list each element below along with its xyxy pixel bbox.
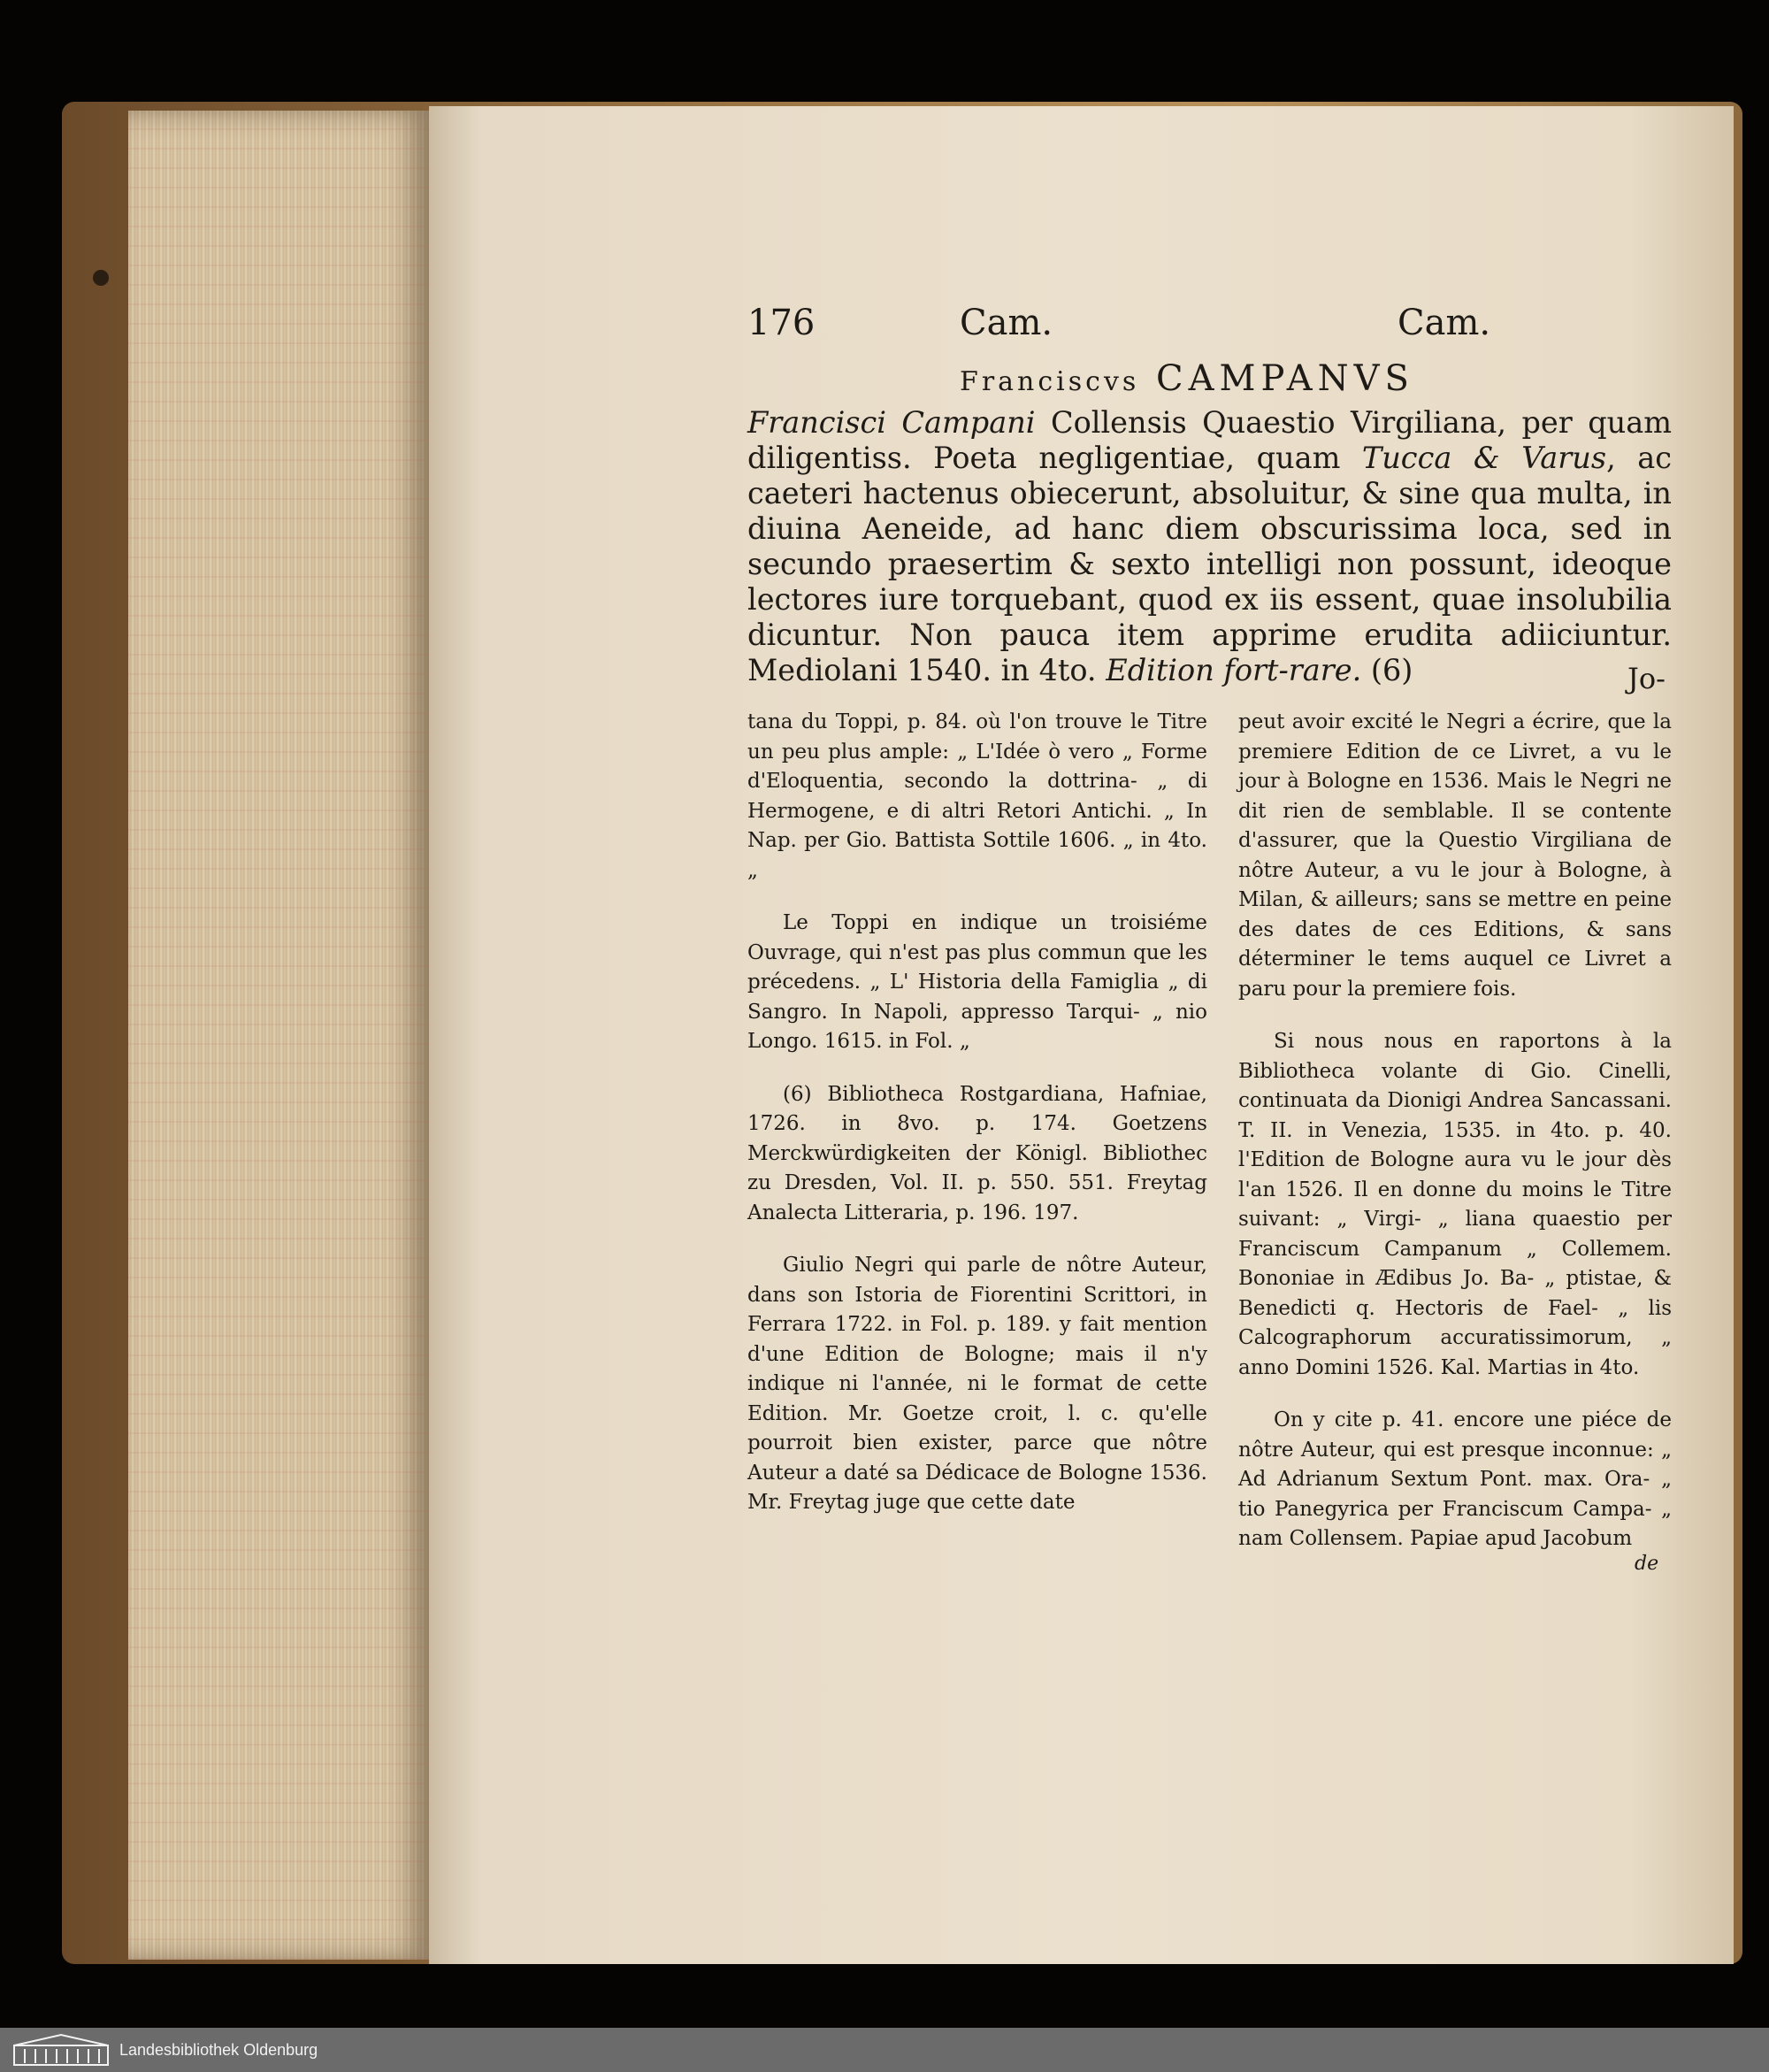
main-entry (747, 405, 1672, 688)
right-paragraph-2: Si nous nous en raportons à la Bibliotheca volante di Gio. Cinelli, continuata da Dionigi Andrea Sancassani. T. II. in Venezia, 1535. in 4to. p. 40. l'Edition de Bologne aura vu le jour dès l'an 1526. Il en donne du moins le Titre suivant: „ Virgi- „ liana quaestio per Franciscum Campanum „ Collemem. Bononiae in Ædibus Jo. Ba- „ ptistae, & Benedicti q. Hectoris de Fael- „ lis Calcographorum accuratissimorum, „ anno Domini 1526. Kal. Martias in 4to. (1238, 1030, 1672, 1379)
book-fore-edge (128, 111, 429, 1960)
entry-note-ref: (6) (1361, 653, 1413, 687)
entry-author-name: Francisci Campani (747, 405, 1036, 440)
left-paragraph-4: Giulio Negri qui parle de nôtre Auteur, dans son Istoria de Fiorentini Scrittori, in Ferrara 1722. in Fol. p. 189. y fait mention d'une Edition de Bologne; mais il n'y indique ni l'année, ni le format de cette Edition. Mr. Goetze croit, l. c. qu'elle pourroit bien exister, parce que nôtre Auteur a daté sa Dédicace de Bologne 1536. Mr. Freytag juge que cette date (747, 1254, 1207, 1514)
entry-rarity: Edition fort-rare. (1106, 653, 1362, 687)
author-last-name: CAMPANVS (1156, 358, 1414, 399)
right-paragraph-1: peut avoir excité le Negri a écrire, que la premiere Edition de ce Livret, a vu le jour à Bologne en 1536. Mais le Negri ne dit rien de semblable. Il se contente d'assurer, que la Questio Virgiliana de nôtre Auteur, a vu le jour à Bologne, à Milan, & ailleurs; sans se mettre en peine des dates de ces Editions, & sans déterminer le tems auquel ce Livret a paru pour la premiere fois. (1238, 710, 1672, 1001)
library-building-icon (12, 2033, 110, 2067)
left-column (747, 708, 1207, 1541)
left-paragraph-1: tana du Toppi, p. 84. où l'on trouve le Titre un peu plus ample: „ L'Idée ò vero „ Forme d'Eloquentia, secondo la dottrina- „ di Hermogene, e di altri Retori Antichi. „ In Nap. per Gio. Battista Sottile 1606. „ in 4to. „ (747, 710, 1207, 882)
binding-nail (93, 270, 109, 286)
entry-text-2: , ac caeteri hactenus obiecerunt, absoluitur, & sine qua multa, in diuina Aeneide, ad hanc diem obscurissima loca, sed in secundo praesertim & sexto intelligi non possunt, ideoque lectores iure torquebant, quod ex iis essent, quae insolubilia dicuntur. Non pauca item apprime erudita adiiciuntur. Mediolani 1540. in 4to. (747, 441, 1672, 687)
author-first-name: Franciscvs (960, 366, 1140, 397)
footer-bar (0, 2028, 1769, 2072)
right-paragraph-3: On y cite p. 41. encore une piéce de nôtre Auteur, qui est presque inconnue: „ Ad Adrianum Sextum Pont. max. Ora- „ tio Panegyrica per Franciscum Campa- „ nam Collensem. Papiae apud Jacobum (1238, 1408, 1672, 1550)
library-name: Landesbibliothek Oldenburg (119, 2041, 318, 2059)
running-head-right: Cam. (1398, 303, 1491, 343)
page-number: 176 (747, 303, 816, 343)
entry-names: Tucca & Varus (1361, 441, 1607, 475)
footnote-6: (6) Bibliotheca Rostgardiana, Hafniae, 1726. in 8vo. p. 174. Goetzens Merckwürdigkeiten der Königl. Bibliothec zu Dresden, Vol. II. p. 550. 551. Freytag Analecta Litteraria, p. 196. 197. (747, 1082, 1207, 1224)
entry-text-1: Collensis Quaestio Virgiliana, per quam diligentiss. Poeta negligentiae, quam (747, 405, 1672, 475)
running-head-left: Cam. (960, 303, 1053, 343)
left-paragraph-2: Le Toppi en indique un troisiéme Ouvrage, qui n'est pas plus commun que les précedens. „ L' Historia della Famiglia „ di Sangro. In Napoli, appresso Tarqui- „ nio Longo. 1615. in Fol. „ (747, 911, 1207, 1053)
right-column (1238, 708, 1672, 1577)
catchword-main: Jo- (1627, 662, 1666, 695)
author-heading (960, 358, 1414, 399)
catchword-right: de (1635, 1553, 1659, 1575)
